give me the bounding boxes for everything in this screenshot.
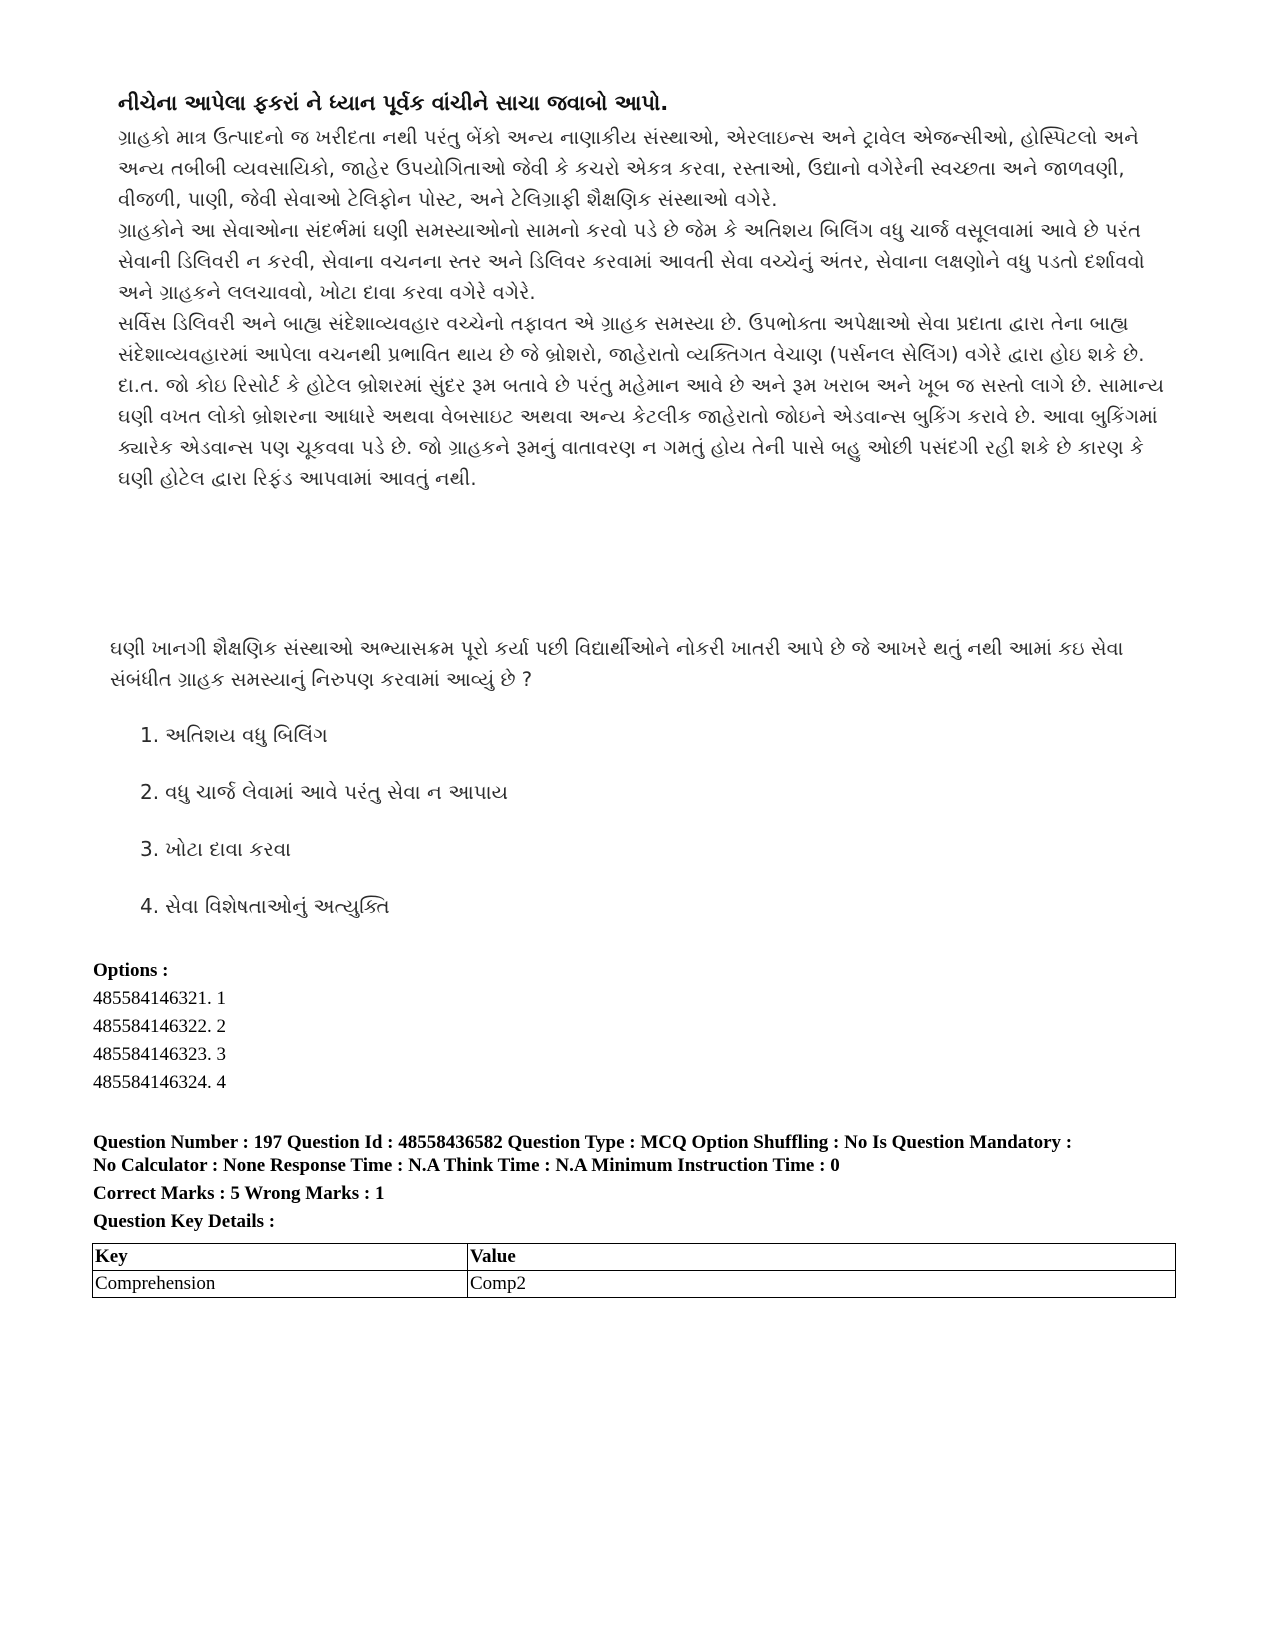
- choice-text: ખોટા દાવા કરવા: [165, 837, 292, 861]
- choice-number: 3.: [140, 837, 160, 861]
- comprehension-paragraph: સર્વિસ ડિલિવરી અને બાહ્ય સંદેશાવ્યવહાર વચ્ચેનો તફાવત એ ગ્રાહક સમસ્યા છે. ઉપભોક્તા અપેક્ષાઓ સેવા પ્રદાતા દ્વારા તેના બાહ્ય સંદેશાવ્યવહારમાં આપેલા વચનથી પ્રભાવિત થાય છે જે બ્રોશરો, જાહેરાતો વ્યક્તિગત વેચાણ (પર્સનલ સેલિંગ) વગેરે દ્વારા હોઇ શકે છે. દા.ત. જો કોઇ રિસોર્ટ કે હોટેલ બ્રોશરમાં સુંદર રૂમ બતાવે છે પરંતુ મહેમાન આવે છે અને રૂમ ખરાબ અને ખૂબ જ સસ્તો લાગે છે. સામાન્ય ઘણી વખત લોકો બ્રોશરના આધારે અથવા વેબસાઇટ અથવા અન્ય કેટલીક જાહેરાતો જોઇને એડવાન્સ બુકિંગ કરાવે છે. આવા બુકિંગમાં ક્યારેક એડવાન્સ પણ ચૂકવવા પડે છે. જો ગ્રાહકને રૂમનું વાતાવરણ ન ગમતું હોય તેની પાસે બહુ ઓછી પસંદગી રહી શકે છે કારણ કે ઘણી હોટેલ દ્વારા રિફંડ આપવામાં આવતું નથી.: [118, 312, 1165, 490]
- question-meta-line: No Calculator : None Response Time : N.A Think Time : N.A Minimum Instruction Time : 0: [93, 1155, 840, 1176]
- choice-text: અતિશય વધુ બિલિંગ: [165, 723, 328, 747]
- table-header-key: Key: [93, 1244, 468, 1271]
- key-details-title: Question Key Details :: [93, 1211, 276, 1232]
- choice-text: સેવા વિશેષતાઓનું અત્યુક્તિ: [165, 894, 390, 918]
- question-choices: [140, 720, 508, 948]
- option-item: 485584146322. 2: [93, 1016, 226, 1037]
- table-cell-value: Comp2: [468, 1271, 1176, 1298]
- table-header-row: [93, 1244, 1176, 1271]
- comprehension-heading: નીચેના આપેલા ફકરાં ને ધ્યાન પૂર્વક વાંચીને સાચા જવાબો આપો.: [118, 91, 669, 115]
- table-row: [93, 1271, 1176, 1298]
- comprehension-passage-image: [110, 88, 1170, 494]
- choice-item: [140, 720, 508, 777]
- choice-text: વધુ ચાર્જ લેવામાં આવે પરંતુ સેવા ન આપાય: [165, 780, 509, 804]
- question-meta-line: Question Number : 197 Question Id : 48558436582 Question Type : MCQ Option Shuffling : No Is Question Mandatory :: [93, 1132, 1073, 1153]
- option-item: 485584146323. 3: [93, 1044, 226, 1065]
- choice-item: [140, 777, 508, 834]
- table-header-value: Value: [468, 1244, 1176, 1271]
- choice-item: [140, 891, 508, 948]
- choice-item: [140, 834, 508, 891]
- marks-line: Correct Marks : 5 Wrong Marks : 1: [93, 1183, 385, 1204]
- options-title: Options :: [93, 960, 169, 981]
- choice-number: 2.: [140, 780, 160, 804]
- table-cell-key: Comprehension: [93, 1271, 468, 1298]
- comprehension-paragraph: ગ્રાહકો માત્ર ઉત્પાદનો જ ખરીદતા નથી પરંતુ બેંકો અન્ય નાણાકીય સંસ્થાઓ, એરલાઇન્સ અને ટ્રાવેલ એજન્સીઓ, હોસ્પિટલો અને અન્ય તબીબી વ્યવસાયિકો, જાહેર ઉપયોગિતાઓ જેવી કે કચરો એકત્ર કરવા, રસ્તાઓ, ઉદ્યાનો વગેરેની સ્વચ્છતા અને જાળવણી, વીજળી, પાણી, જેવી સેવાઓ ટેલિફોન પોસ્ટ, અને ટેલિગ્રાફી શૈક્ષણિક સંસ્થાઓ વગેરે.: [118, 126, 1139, 211]
- choice-number: 1.: [140, 723, 160, 747]
- option-item: 485584146324. 4: [93, 1072, 226, 1093]
- key-details-table: [92, 1243, 1176, 1298]
- options-list: [93, 957, 226, 1097]
- choice-number: 4.: [140, 894, 160, 918]
- question-meta: [93, 1131, 1183, 1233]
- question-text: ઘણી ખાનગી શૈક્ષણિક સંસ્થાઓ અભ્યાસક્રમ પૂરો કર્યા પછી વિદ્યાર્થીઓને નોકરી ખાતરી આપે છે જે આખરે થતું નથી આમાં કઇ સેવા સંબંધીત ગ્રાહક સમસ્યાનું નિરુપણ કરવામાં આવ્યું છે ?: [110, 637, 1124, 691]
- option-item: 485584146321. 1: [93, 988, 226, 1009]
- comprehension-paragraph: ગ્રાહકોને આ સેવાઓના સંદર્ભમાં ઘણી સમસ્યાઓનો સામનો કરવો પડે છે જેમ કે અતિશય બિલિંગ વધુ ચાર્જ વસૂલવામાં આવે છે પરંત સેવાની ડિલિવરી ન કરવી, સેવાના વચનના સ્તર અને ડિલિવર કરવામાં આવતી સેવા વચ્ચેનું અંતર, સેવાના લક્ષણોને વધુ પડતો દર્શાવવો અને ગ્રાહકને લલચાવવો, ખોટા દાવા કરવા વગેરે વગેરે.: [118, 219, 1145, 304]
